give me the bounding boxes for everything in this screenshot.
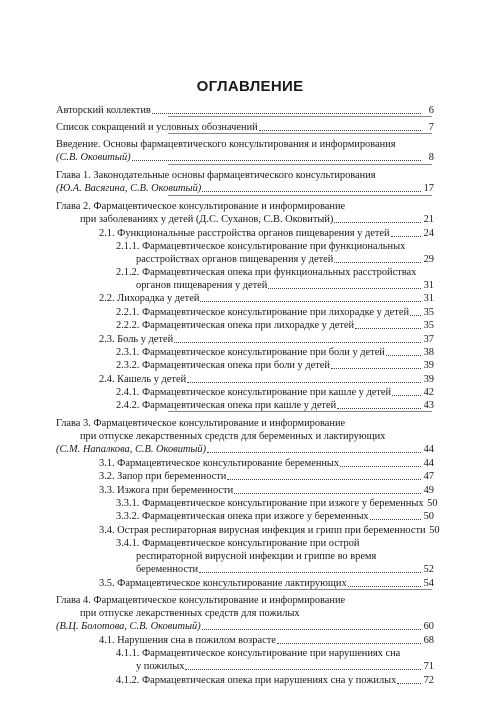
toc-entry[interactable] — [56, 200, 434, 213]
toc-entry[interactable] — [80, 430, 434, 443]
dot-leader — [410, 315, 421, 316]
toc-page-number: 60 — [423, 621, 434, 632]
toc-entry[interactable] — [116, 647, 434, 660]
toc-entry[interactable] — [56, 443, 434, 456]
toc-entry-text: (В.Ц. Болотова, С.В. Оковитый) — [56, 621, 201, 632]
dot-leader — [340, 466, 421, 467]
toc-page-number: 21 — [423, 214, 434, 225]
toc-entry-text: 3.1. Фармацевтическое консультирование беременных — [99, 458, 340, 469]
toc-entry[interactable] — [56, 138, 434, 151]
toc-entry-text: 4.1.2. Фармацевтическая опека при нарушениях сна у пожилых — [116, 675, 397, 686]
toc-entry[interactable] — [99, 577, 434, 590]
dot-leader — [132, 160, 421, 161]
toc-entry-text: 4.1.1. Фармацевтическое консультирование при нарушениях сна — [116, 648, 401, 659]
toc-entry[interactable] — [116, 359, 434, 372]
dot-leader — [227, 479, 421, 480]
toc-page-number: 6 — [428, 105, 434, 116]
toc-entry-text: 2.4.2. Фармацевтическая опека при кашле у детей — [116, 400, 337, 411]
toc-entry[interactable] — [99, 524, 440, 537]
dot-leader — [187, 382, 421, 383]
toc-page-number: 44 — [423, 458, 434, 469]
toc-page-number: 43 — [423, 400, 434, 411]
dot-leader — [185, 669, 421, 670]
toc-page-number: 8 — [428, 152, 434, 163]
toc-entry[interactable] — [116, 306, 434, 319]
dot-leader — [386, 355, 421, 356]
toc-entry[interactable] — [116, 497, 438, 510]
toc-entry-text: 3.5. Фармацевтическое консультирование лактирующих — [99, 578, 347, 589]
toc-entry[interactable] — [56, 417, 434, 430]
toc-page-number: 31 — [423, 280, 434, 291]
toc-entry[interactable] — [56, 104, 434, 117]
toc-entry[interactable] — [116, 399, 434, 412]
toc-entry[interactable] — [56, 182, 434, 195]
toc-page-number: 47 — [423, 471, 434, 482]
toc-entry[interactable] — [99, 634, 434, 647]
toc-entry[interactable] — [56, 594, 434, 607]
toc-entry-text: при отпуске лекарственных средств для беременных и лактирующих — [80, 431, 386, 442]
dot-leader — [202, 191, 421, 192]
dot-leader — [202, 629, 421, 630]
toc-entry-text: 3.3. Изжога при беременности — [99, 485, 234, 496]
toc-entry[interactable] — [80, 607, 434, 620]
toc-entry[interactable] — [136, 253, 434, 266]
toc-entry[interactable] — [56, 121, 434, 134]
dot-leader — [370, 519, 421, 520]
toc-entry-text: 3.4.1. Фармацевтическое консультирование при острой — [116, 538, 360, 549]
toc-entry-text: 2.3. Боль у детей — [99, 334, 174, 345]
toc-entry-text: (С.В. Оковитый) — [56, 152, 131, 163]
toc-entry[interactable] — [116, 240, 434, 253]
dot-leader — [337, 408, 421, 409]
toc-entry[interactable] — [136, 550, 434, 563]
toc-entry[interactable] — [99, 373, 434, 386]
toc-entry-text: 2.1. Функциональные расстройства органов пищеварения у детей — [99, 228, 390, 239]
toc-page-number: 31 — [423, 293, 434, 304]
toc-entry[interactable] — [99, 227, 434, 240]
toc-page-number: 44 — [423, 444, 434, 455]
toc-entry-text: органов пищеварения у детей — [136, 280, 268, 291]
toc-page-number: 42 — [423, 387, 434, 398]
toc-entry[interactable] — [136, 279, 434, 292]
toc-entry[interactable] — [116, 319, 434, 332]
toc-entry[interactable] — [99, 457, 434, 470]
toc-entry-text: расстройствах органов пищеварения у детей — [136, 254, 334, 265]
toc-entry[interactable] — [56, 151, 434, 164]
toc-entry-text: Список сокращений и условных обозначений — [56, 122, 258, 133]
dot-leader — [277, 643, 421, 644]
dot-leader — [268, 288, 421, 289]
toc-entry[interactable] — [99, 484, 434, 497]
toc-entry-text: 2.2. Лихорадка у детей — [99, 293, 200, 304]
toc-entry-text: 2.3.2. Фармацевтическая опека при боли у детей — [116, 360, 330, 371]
dot-leader — [331, 368, 421, 369]
toc-entry-text: 2.2.2. Фармацевтическая опека при лихорадке у детей — [116, 320, 355, 331]
toc-entry-text: 4.1. Нарушения сна в пожилом возрасте — [99, 635, 276, 646]
toc-entry-text: (С.М. Напалкова, С.В. Оковитый) — [56, 444, 207, 455]
toc-entry[interactable] — [99, 292, 434, 305]
toc-page-number: 35 — [423, 307, 434, 318]
toc-page-number: 54 — [423, 578, 434, 589]
toc-entry[interactable] — [116, 266, 434, 279]
dot-leader — [259, 130, 421, 131]
toc-entry-text: 2.1.1. Фармацевтическое консультирование при функциональных — [116, 241, 406, 252]
toc-page-number: 35 — [423, 320, 434, 331]
toc-entry-text: Авторский коллектив — [56, 105, 151, 116]
toc-entry-text: 3.3.2. Фармацевтическая опека при изжоге у беременных — [116, 511, 369, 522]
toc-page-number: 29 — [423, 254, 434, 265]
toc-page-number: 24 — [423, 228, 434, 239]
toc-entry[interactable] — [116, 537, 434, 550]
toc-entry[interactable] — [80, 213, 434, 226]
toc-page-number: 49 — [423, 485, 434, 496]
section-divider — [168, 195, 432, 196]
toc-page-number: 38 — [423, 347, 434, 358]
toc-entry-text: 2.4. Кашель у детей — [99, 374, 187, 385]
toc-entry-text: респираторной вирусной инфекции и гриппе во время — [136, 551, 377, 562]
toc-entry-text: 3.2. Запор при беременности — [99, 471, 227, 482]
toc-entry-text: 3.4. Острая респираторная вирусная инфекция и грипп при беременности — [99, 525, 426, 536]
toc-entry-text: Глава 3. Фармацевтическое консультирование и информирование — [56, 418, 346, 429]
toc-entry[interactable] — [116, 346, 434, 359]
dot-leader — [200, 301, 421, 302]
toc-entry-text: 2.1.2. Фармацевтическая опека при функциональных расстройствах — [116, 267, 417, 278]
dot-leader — [174, 342, 421, 343]
dot-leader — [392, 395, 421, 396]
dot-leader — [355, 328, 421, 329]
toc-entry[interactable] — [99, 333, 434, 346]
toc-entry[interactable] — [99, 470, 434, 483]
toc-page-number: 50 — [429, 525, 440, 536]
toc-entry[interactable] — [56, 620, 434, 633]
section-divider — [168, 164, 432, 165]
dot-leader — [207, 452, 421, 453]
toc-entry-text: 2.3.1. Фармацевтическое консультирование при боли у детей — [116, 347, 385, 358]
toc-entry[interactable] — [56, 169, 434, 182]
toc-entry-text: при отпуске лекарственных средств для пожилых — [80, 608, 300, 619]
toc-entry-text: Глава 1. Законодательные основы фармацевтического консультирования — [56, 170, 376, 181]
toc-page-number: 39 — [423, 374, 434, 385]
toc-entry-text: (Ю.А. Васягина, С.В. Оковитый) — [56, 183, 202, 194]
toc-page-number: 68 — [423, 635, 434, 646]
dot-leader — [152, 113, 421, 114]
toc-page-number: 39 — [423, 360, 434, 371]
toc-page-number: 17 — [423, 183, 434, 194]
toc-entry-text: Глава 2. Фармацевтическое консультирование и информирование — [56, 201, 346, 212]
toc-entry-text: у пожилых — [136, 661, 185, 672]
toc-entry[interactable] — [116, 510, 434, 523]
toc-entry[interactable] — [136, 660, 434, 673]
toc-page-number: 7 — [428, 122, 434, 133]
toc-entry-text: 2.4.1. Фармацевтическое консультирование при кашле у детей — [116, 387, 392, 398]
dot-leader — [334, 222, 421, 223]
dot-leader — [334, 262, 421, 263]
toc-entry[interactable] — [116, 386, 434, 399]
toc-entry[interactable] — [116, 674, 434, 687]
toc-entry-text: 2.2.1. Фармацевтическое консультирование при лихорадке у детей — [116, 307, 410, 318]
toc-page-number: 50 — [423, 511, 434, 522]
toc-entry-text: беременности — [136, 564, 199, 575]
dot-leader — [234, 493, 421, 494]
toc-page-number: 72 — [423, 675, 434, 686]
toc-entry-text: Глава 4. Фармацевтическое консультирование и информирование — [56, 595, 346, 606]
toc-page-number: 37 — [423, 334, 434, 345]
toc-page-number: 71 — [423, 661, 434, 672]
dot-leader — [348, 586, 421, 587]
dot-leader — [199, 572, 421, 573]
dot-leader — [391, 236, 421, 237]
toc-page-number: 50 — [427, 498, 438, 509]
dot-leader — [397, 683, 421, 684]
toc-entry-text: Введение. Основы фармацевтического консультирования и информирования — [56, 139, 396, 150]
page-title: ОГЛАВЛЕНИЕ — [196, 78, 304, 95]
toc-entry[interactable] — [136, 563, 434, 576]
toc-entry-text: при заболеваниях у детей (Д.С. Суханов, С.В. Оковитый) — [80, 214, 334, 225]
toc-page-number: 52 — [423, 564, 434, 575]
toc-entry-text: 3.3.1. Фармацевтическое консультирование при изжоге у беременных — [116, 498, 424, 509]
